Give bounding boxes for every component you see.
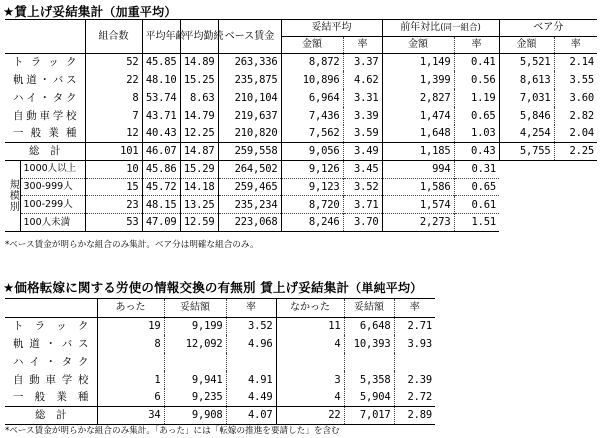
table-row	[5, 107, 597, 125]
cell-none-amount: 5,904	[344, 389, 394, 407]
row-label: トラック	[5, 54, 85, 72]
cell-tenure: 14.89	[180, 54, 218, 72]
cell-age: 40.43	[142, 125, 180, 143]
cell-tenure: 8.63	[180, 89, 218, 107]
cell-none-amount: 6,648	[344, 318, 394, 336]
cell-count: 8	[85, 89, 142, 107]
header-yoy-amount: 金額	[382, 37, 454, 54]
header-had: あった	[97, 299, 164, 318]
cell-had-rate: 4.96	[226, 335, 276, 353]
cell-amount: 10,896	[281, 71, 343, 89]
cell-had-rate: 3.52	[226, 318, 276, 336]
cell-tenure: 13.25	[180, 196, 218, 214]
cell-had-amount	[164, 353, 226, 371]
cell-count: 52	[85, 54, 142, 72]
cell-had-amount: 12,092	[164, 335, 226, 353]
cell-tenure: 14.79	[180, 107, 218, 125]
cell-amount: 8,246	[281, 214, 343, 232]
header-pay-scale: ベア分	[499, 20, 597, 37]
cell-had-amount: 9,941	[164, 371, 226, 389]
row-label: 軌道・バス	[13, 337, 89, 350]
section1-subtitle: （加重平均）	[103, 5, 177, 19]
scale-row	[5, 160, 597, 178]
cell-base: 219,637	[218, 107, 281, 125]
cell-yoy-rate: 0.65	[454, 178, 499, 196]
section1-title	[3, 2, 177, 20]
cell-bea-amount: 7,031	[499, 89, 554, 107]
cell-amount: 9,123	[281, 178, 343, 196]
cell-none-rate: 3.93	[394, 335, 435, 353]
cell-none-amount	[344, 353, 394, 371]
scale-row-label: 300-999人	[20, 178, 85, 196]
section2-title	[3, 278, 422, 296]
cell-count: 12	[85, 125, 142, 143]
cell-base: 235,875	[218, 71, 281, 89]
cell-had: 19	[97, 318, 164, 336]
table-row	[5, 54, 597, 72]
cell-rate: 3.71	[343, 196, 382, 214]
header-none-amount: 妥結額	[344, 299, 394, 318]
cell-none: 3	[276, 371, 344, 389]
cell-yoy-rate: 0.65	[454, 107, 499, 125]
cell-age: 43.71	[142, 107, 180, 125]
cell-count: 22	[85, 71, 142, 89]
cell-none-amount: 5,358	[344, 371, 394, 389]
cell-yoy-amount: 1,648	[382, 125, 454, 143]
cell-yoy-amount: 2,827	[382, 89, 454, 107]
cell-yoy-amount: 2,273	[382, 214, 454, 232]
header-avg-age: 平均年齢	[142, 20, 180, 54]
cell-rate: 3.59	[343, 125, 382, 143]
cell-had-rate: 4.49	[226, 389, 276, 407]
cell-yoy-rate: 1.19	[454, 89, 499, 107]
cell-age: 53.74	[142, 89, 180, 107]
table-row	[5, 89, 597, 107]
header-yoy: 前年対比(同一組合)	[382, 20, 499, 37]
cell-yoy-rate: 0.61	[454, 196, 499, 214]
total-row	[5, 142, 597, 160]
cell-bea-amount: 5,755	[499, 142, 554, 160]
cell-yoy-amount: 1,185	[382, 142, 454, 160]
cell-bea-rate: 2.04	[554, 125, 597, 143]
header-settlement: 妥結平均	[281, 20, 382, 37]
cell-rate: 3.39	[343, 107, 382, 125]
cell-had	[97, 353, 164, 371]
cell-amount: 7,562	[281, 125, 343, 143]
table-row	[5, 389, 435, 407]
cell-none-amount: 7,017	[344, 406, 394, 424]
cell-age: 47.09	[142, 214, 180, 232]
table-row	[5, 335, 435, 353]
cell-none: 11	[276, 318, 344, 336]
header-settle-amount: 金額	[281, 37, 343, 54]
header-yoy-note: (同一組合)	[440, 23, 481, 34]
row-label: 一般業種	[13, 391, 89, 404]
total-label: 総 計	[5, 142, 85, 160]
cell-amount: 9,126	[281, 160, 343, 178]
cell-age: 45.85	[142, 54, 180, 72]
cell-base: 259,558	[218, 142, 281, 160]
cell-tenure: 14.87	[180, 142, 218, 160]
cell-base: 264,502	[218, 160, 281, 178]
cell-had-rate: 4.91	[226, 371, 276, 389]
price-pass-through-table	[5, 298, 435, 425]
table-row	[5, 318, 435, 336]
cell-age: 45.72	[142, 178, 180, 196]
cell-none-rate	[394, 353, 435, 371]
cell-bea-amount: 8,613	[499, 71, 554, 89]
section1-note: *ベース賃金が明らかな組合のみ集計。ベア分は明確な組合のみ。	[5, 240, 259, 250]
cell-amount: 8,720	[281, 196, 343, 214]
cell-tenure: 15.29	[180, 160, 218, 178]
cell-none-rate: 2.89	[394, 406, 435, 424]
cell-amount: 8,872	[281, 54, 343, 72]
cell-rate: 3.52	[343, 178, 382, 196]
cell-had: 8	[97, 335, 164, 353]
cell-base: 263,336	[218, 54, 281, 72]
cell-yoy-rate: 0.41	[454, 54, 499, 72]
cell-age: 48.10	[142, 71, 180, 89]
cell-base: 210,104	[218, 89, 281, 107]
row-label: 一般業種	[13, 127, 77, 140]
header-avg-tenure: 平均勤続	[180, 20, 218, 54]
total-label: 総 計	[5, 406, 97, 424]
cell-yoy-rate: 0.43	[454, 142, 499, 160]
cell-count: 7	[85, 107, 142, 125]
cell-yoy-amount: 1,574	[382, 196, 454, 214]
cell-none-rate: 2.72	[394, 389, 435, 407]
cell-count: 15	[85, 178, 142, 196]
cell-rate: 4.62	[343, 71, 382, 89]
cell-bea-amount: 4,254	[499, 125, 554, 143]
header-yoy-rate: 率	[454, 37, 499, 54]
cell-amount: 7,436	[281, 107, 343, 125]
scale-row-label: 1000人以上	[23, 163, 77, 175]
header-settle-rate: 率	[343, 37, 382, 54]
cell-age: 48.15	[142, 196, 180, 214]
cell-rate: 3.37	[343, 54, 382, 72]
cell-yoy-amount: 1,474	[382, 107, 454, 125]
table-row	[5, 353, 435, 371]
cell-none-amount: 10,393	[344, 335, 394, 353]
table-row	[5, 371, 435, 389]
cell-none: 22	[276, 406, 344, 424]
scale-row	[5, 178, 597, 196]
cell-had-rate: 4.07	[226, 406, 276, 424]
cell-none	[276, 353, 344, 371]
cell-amount: 6,964	[281, 89, 343, 107]
cell-base: 259,465	[218, 178, 281, 196]
header-none-rate: 率	[394, 299, 435, 318]
header-count: 組合数	[85, 20, 142, 54]
cell-had: 6	[97, 389, 164, 407]
cell-tenure: 12.25	[180, 125, 218, 143]
table-row	[5, 71, 597, 89]
section2-subtitle: （単純平均）	[349, 281, 423, 295]
cell-had-rate	[226, 353, 276, 371]
header-had-rate: 率	[226, 299, 276, 318]
cell-count: 101	[85, 142, 142, 160]
cell-yoy-amount: 1,149	[382, 54, 454, 72]
cell-count: 23	[85, 196, 142, 214]
cell-bea-rate: 3.55	[554, 71, 597, 89]
section1-title-text: ★賃上げ妥結集計	[3, 4, 104, 19]
header-bea-amount: 金額	[499, 37, 554, 54]
cell-yoy-rate: 1.51	[454, 214, 499, 232]
row-label: ハイ・タク	[13, 91, 77, 104]
cell-count: 10	[85, 160, 142, 178]
cell-count: 53	[85, 214, 142, 232]
scale-row	[5, 196, 597, 214]
row-label: 軌道・バス	[13, 73, 77, 86]
cell-bea-amount: 5,846	[499, 107, 554, 125]
cell-base: 210,820	[218, 125, 281, 143]
cell-rate: 3.31	[343, 89, 382, 107]
cell-bea-rate: 2.25	[554, 142, 597, 160]
row-label: 自動車学校	[13, 109, 77, 122]
cell-yoy-amount: 1,586	[382, 178, 454, 196]
cell-bea-rate: 3.60	[554, 89, 597, 107]
table-row	[5, 125, 597, 143]
cell-tenure: 14.18	[180, 178, 218, 196]
cell-base: 235,234	[218, 196, 281, 214]
scale-row	[5, 214, 597, 232]
cell-bea-rate: 2.82	[554, 107, 597, 125]
cell-age: 46.07	[142, 142, 180, 160]
cell-had: 1	[97, 371, 164, 389]
cell-bea-rate: 2.14	[554, 54, 597, 72]
cell-none: 4	[276, 389, 344, 407]
cell-none-rate: 2.39	[394, 371, 435, 389]
header-bea-rate: 率	[554, 37, 597, 54]
wage-settlement-table	[5, 19, 597, 232]
cell-age: 45.86	[142, 160, 180, 178]
cell-none: 4	[276, 335, 344, 353]
scale-row-label: 100人未満	[20, 214, 85, 232]
row-label: トラック	[5, 318, 97, 336]
cell-yoy-amount: 994	[382, 160, 454, 178]
cell-yoy-amount: 1,399	[382, 71, 454, 89]
header-none: なかった	[276, 299, 344, 318]
cell-had-amount: 9,908	[164, 406, 226, 424]
cell-rate: 3.45	[343, 160, 382, 178]
cell-had: 34	[97, 406, 164, 424]
section2-title-text: ★価格転嫁に関する労使の情報交換の有無別 賃上げ妥結集計	[3, 280, 350, 295]
scale-row-label: 100-299人	[20, 196, 85, 214]
cell-tenure: 15.25	[180, 71, 218, 89]
total-row	[5, 406, 435, 424]
section2-note: *ベース賃金が明らかな組合のみ集計。「あった」には「転嫁の推進を要請した」を含む	[5, 426, 340, 436]
cell-yoy-rate: 0.56	[454, 71, 499, 89]
scale-label: 規模別	[5, 160, 20, 231]
row-label: 自動車学校	[13, 373, 89, 386]
cell-yoy-rate: 0.31	[454, 160, 499, 178]
cell-tenure: 12.59	[180, 214, 218, 232]
cell-base: 223,068	[218, 214, 281, 232]
header-base-wage: ベース賃金	[218, 20, 281, 54]
header-had-amount: 妥結額	[164, 299, 226, 318]
cell-yoy-rate: 1.03	[454, 125, 499, 143]
row-label: ハイ・タク	[13, 355, 89, 368]
cell-bea-amount: 5,521	[499, 54, 554, 72]
cell-rate: 3.49	[343, 142, 382, 160]
cell-none-rate: 2.71	[394, 318, 435, 336]
cell-had-amount: 9,235	[164, 389, 226, 407]
cell-amount: 9,056	[281, 142, 343, 160]
cell-had-amount: 9,199	[164, 318, 226, 336]
cell-rate: 3.70	[343, 214, 382, 232]
